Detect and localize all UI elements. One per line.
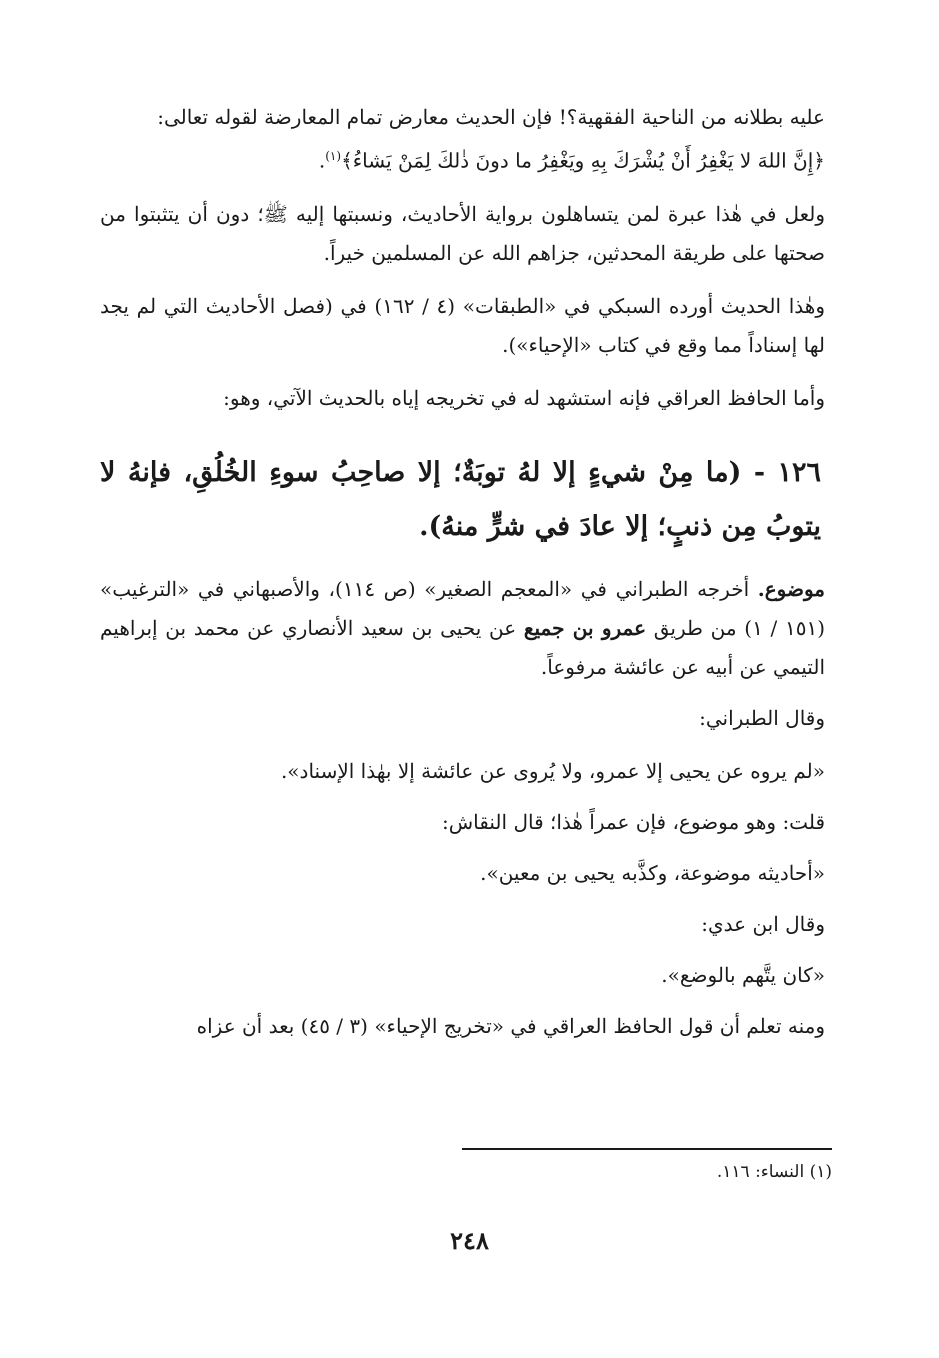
paragraph-6: وقال الطبراني:: [699, 705, 825, 730]
paragraph-11: «كان يتَّهم بالوضع».: [661, 962, 825, 987]
paragraph-9: «أحاديثه موضوعة، وكذَّبه يحيى بن معين».: [480, 860, 825, 885]
page-body: [100, 98, 825, 1046]
paragraph-12: ومنه تعلم أن قول الحافظ العراقي في «تخريج الإحياء» (٣ / ٤٥) بعد أن عزاه: [196, 1013, 825, 1038]
paragraph-4: وأما الحافظ العراقي فإنه استشهد له في تخريجه إياه بالحديث الآتي، وهو:: [223, 385, 825, 410]
paragraph-1-text: عليه بطلانه من الناحية الفقهية؟! فإن الحديث معارض تمام المعارضة لقوله تعالى:: [157, 105, 825, 129]
paragraph-8: قلت: وهو موضوع، فإن عمراً هٰذا؛ قال النقاش:: [442, 809, 825, 834]
paragraph-3: وهٰذا الحديث أورده السبكي في «الطبقات» (٤ / ١٦٢) في (فصل الأحاديث التي لم يجد لها إسناداً مما وقع في كتاب «الإحياء»).: [100, 293, 826, 357]
paragraph-5-part-a: أخرجه الطبراني في «المعجم الصغير» (ص ١١٤)، والأصبهاني في «الترغيب» (١٥١ / ١) من طريق: [100, 576, 826, 640]
footnote: (١) النساء: ١١٦.: [716, 1162, 832, 1182]
paragraph-5-part-b: عن يحيى بن سعيد الأنصاري عن محمد بن إبراهيم التيمي عن أبيه عن عائشة مرفوعاً.: [100, 615, 825, 679]
grading-label: موضوع.: [757, 576, 825, 601]
hadith-text: ١٢٦ - (ما مِنْ شيءٍ إلا لهُ توبَةٌ؛ إلا صاحِبُ سوءِ الخُلُقِ، فإنهُ لا يتوبُ مِن ذنبٍ؛ إلا عادَ في شرٍّ منهُ).: [100, 456, 821, 542]
page-number: ٢٤٨: [450, 1226, 489, 1255]
paragraph-1: عليه بطلانه من الناحية الفقهية؟! فإن الحديث معارض تمام المعارضة لقوله تعالى: ﴿إِنَّ اللهَ لا يَغْفِرُ أَنْ يُشْرَكَ بِهِ ويَغْفِرُ ما دونَ ذٰلكَ لِمَنْ يَشاءُ﴾$^{(١)}$.: [157, 105, 825, 173]
paragraph-5: [100, 570, 825, 687]
paragraph-7: «لم يروه عن يحيى إلا عمرو، ولا يُروى عن عائشة إلا بهٰذا الإسناد».: [280, 758, 825, 783]
quran-verse: ﴿إِنَّ اللهَ لا يَغْفِرُ أَنْ يُشْرَكَ بِهِ ويَغْفِرُ ما دونَ ذٰلكَ لِمَنْ يَشاءُ﴾: [341, 148, 825, 173]
paragraph-2: ولعل في هٰذا عبرة لمن يتساهلون برواية الأحاديث، ونسبتها إليه ﷺ؛ دون أن يتثبتوا من صحتها على طريقة المحدثين، جزاهم الله عن المسلمين خيراً.: [100, 201, 825, 265]
paragraph-10: وقال ابن عدي:: [701, 911, 825, 936]
footnote-ref: (١): [325, 149, 342, 163]
footnote-divider: [462, 1148, 832, 1150]
narrator-name: عمرو بن جميع: [523, 615, 647, 640]
